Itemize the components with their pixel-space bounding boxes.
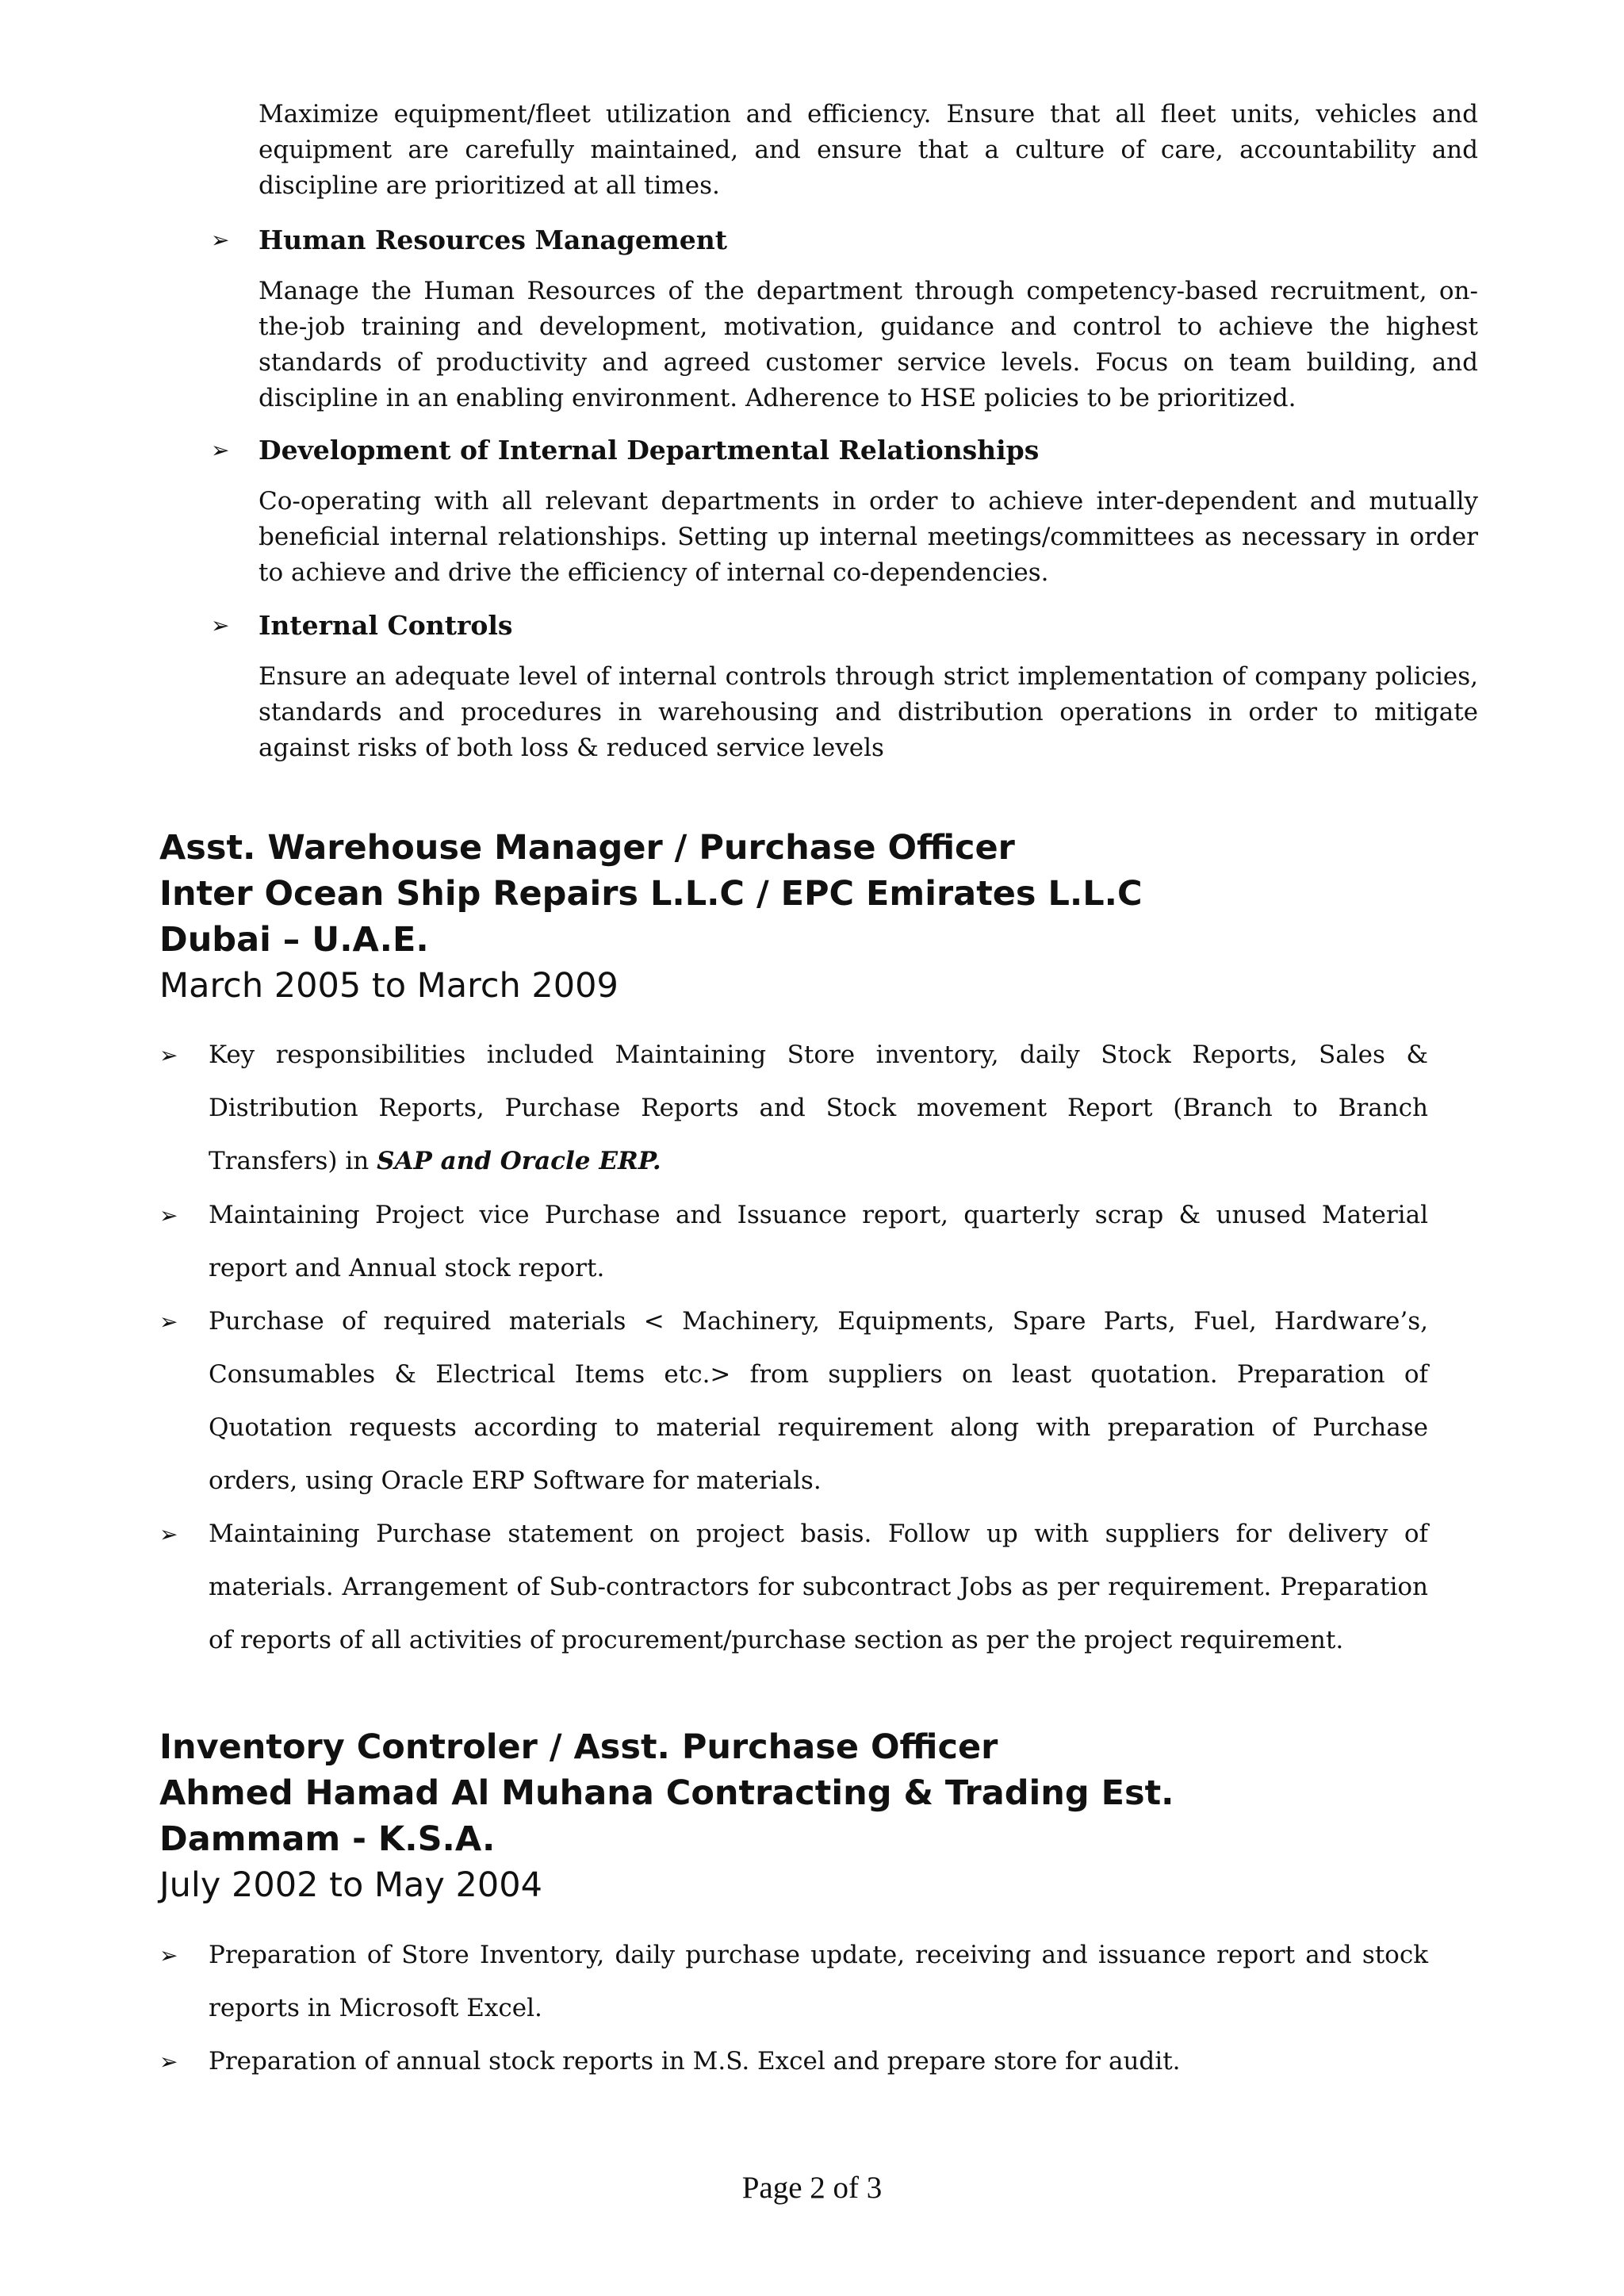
job-company: Ahmed Hamad Al Muhana Contracting & Trading Est. <box>159 1773 1174 1813</box>
job-company: Inter Ocean Ship Repairs L.L.C / EPC Emirates L.L.C <box>159 874 1143 914</box>
bullet-arrow-icon: ➢ <box>159 1042 178 1068</box>
bullet-arrow-icon: ➢ <box>211 437 230 463</box>
bullet-text: Maintaining Project vice Purchase and Issuance report, quarterly scrap & unused Material report and Annual stock report. <box>209 1201 1428 1282</box>
subsection-heading: Human Resources Management <box>259 224 728 255</box>
subsection-body: Manage the Human Resources of the department through competency-based recruitment, on-the-job training and development, motivation, guidance and control to achieve the highest standards of productivity and agreed customer service levels. Focus on team building, and discipline in an enabling environment. Adherence to HSE policies to be prioritized. <box>259 277 1478 412</box>
subsection-heading: Internal Controls <box>259 610 513 641</box>
job-title: Inventory Controler / Asst. Purchase Officer <box>159 1727 998 1767</box>
bullet-arrow-icon: ➢ <box>159 1309 178 1335</box>
job-location: Dammam - K.S.A. <box>159 1819 496 1859</box>
bullet-arrow-icon: ➢ <box>159 2049 178 2075</box>
bullet-arrow-icon: ➢ <box>159 1202 178 1228</box>
bullet-arrow-icon: ➢ <box>159 1521 178 1547</box>
bullet-text: Maintaining Purchase statement on project basis. Follow up with suppliers for delivery of materials. Arrangement of Sub-contractors for subcontract Jobs as per requirement. Preparation of reports of all activities of procurement/purchase section as per the project requirement. <box>209 1520 1428 1654</box>
bullet-arrow-icon: ➢ <box>211 227 230 253</box>
subsection-body: Co-operating with all relevant departments in order to achieve inter-dependent and mutually beneficial internal relationships. Setting up internal meetings/committees as necessary in order to achieve and drive the efficiency of internal co-dependencies. <box>259 487 1478 587</box>
bullet-text: Preparation of annual stock reports in M.S. Excel and prepare store for audit. <box>209 2047 1181 2076</box>
job-location: Dubai – U.A.E. <box>159 920 429 960</box>
subsection-heading: Development of Internal Departmental Relationships <box>259 435 1040 466</box>
bullet-text: Key responsibilities included Maintaining Store inventory, daily Stock Reports, Sales & Distribution Reports, Purchase Reports and Stock movement Report (Branch to Branch Transfers) in SAP and Oracle ERP. <box>209 1041 1428 1175</box>
job-title: Asst. Warehouse Manager / Purchase Officer <box>159 828 1015 868</box>
bullet-arrow-icon: ➢ <box>211 612 230 638</box>
job-dates: July 2002 to May 2004 <box>159 1865 542 1905</box>
job-dates: March 2005 to March 2009 <box>159 966 619 1006</box>
bullet-text: Purchase of required materials < Machinery, Equipments, Spare Parts, Fuel, Hardware’s, Consumables & Electrical Items etc.> from suppliers on least quotation. Preparation of Quotation requests according to material requirement along with preparation of Purchase orders, using Oracle ERP Software for materials. <box>209 1307 1428 1495</box>
bullet-text: Preparation of Store Inventory, daily purchase update, receiving and issuance report and stock reports in Microsoft Excel. <box>209 1941 1428 2022</box>
page-number: Page 2 of 3 <box>741 2171 883 2205</box>
bullet-arrow-icon: ➢ <box>159 1942 178 1968</box>
bullet-emphasis: SAP and Oracle ERP. <box>377 1147 661 1175</box>
intro-paragraph: Maximize equipment/fleet utilization and efficiency. Ensure that all fleet units, vehicles and equipment are carefully maintained, and ensure that a culture of care, accountability and discipline are prioritized at all times. <box>259 100 1478 200</box>
subsection-body: Ensure an adequate level of internal controls through strict implementation of company policies, standards and procedures in warehousing and distribution operations in order to mitigate against risks of both loss & reduced service levels <box>259 662 1478 762</box>
